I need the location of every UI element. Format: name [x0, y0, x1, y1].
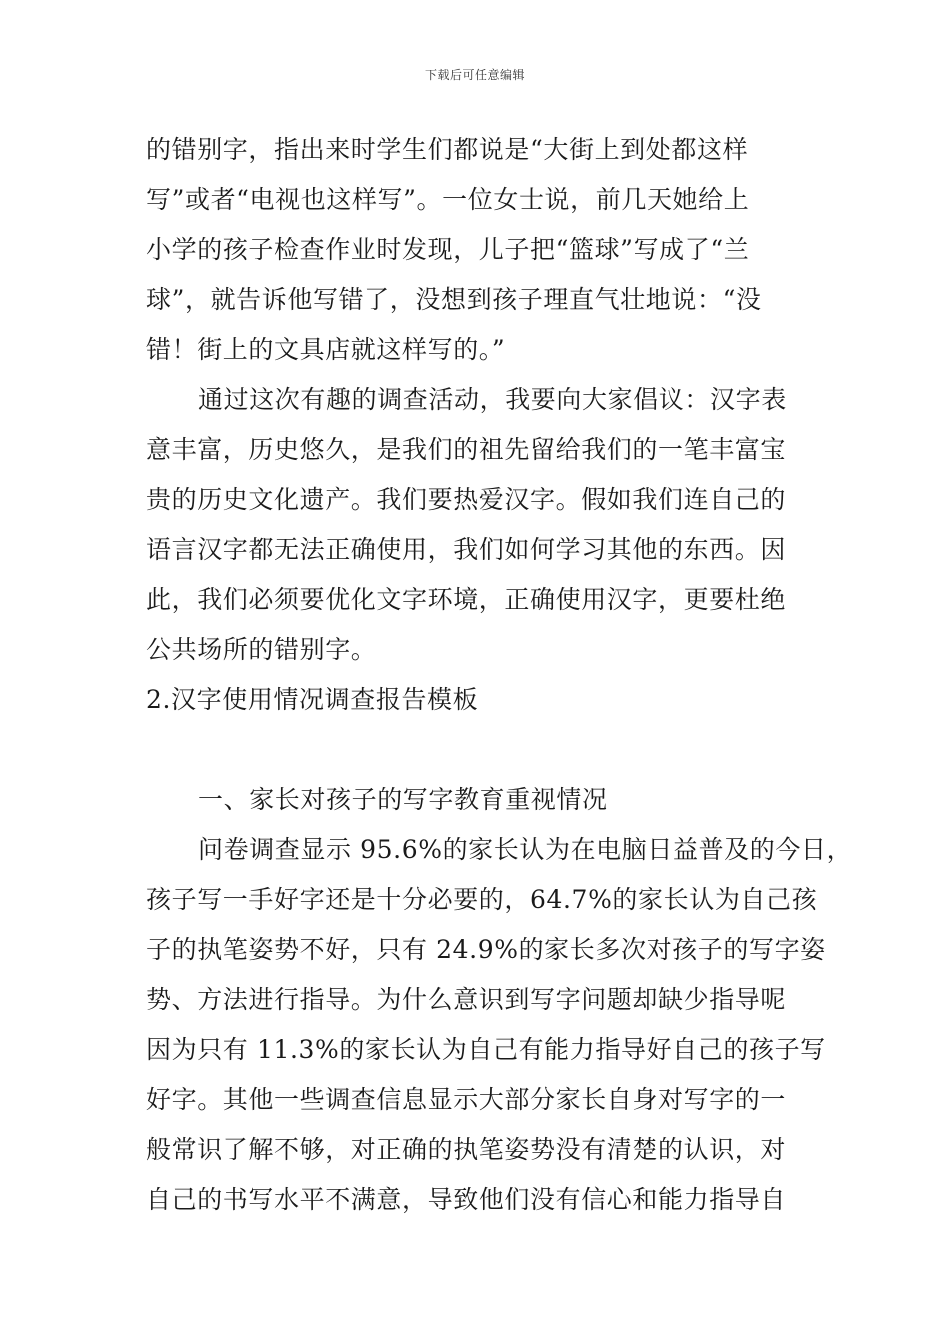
- paragraph-survey: [146, 825, 853, 1225]
- header-note: 下载后可任意编辑: [424, 68, 525, 82]
- text-line: 问卷调查显示 95.6%的家长认为在电脑日益普及的今日，: [198, 835, 853, 864]
- text-line: 此，我们必须要优化文字环境，正确使用汉字，更要杜绝: [146, 585, 787, 614]
- text-line: 因为只有 11.3%的家长认为自己有能力指导好自己的孩子写: [146, 1035, 826, 1064]
- text-line: 球”，就告诉他写错了，没想到孩子理直气壮地说：“没: [146, 285, 762, 314]
- text-line: 贵的历史文化遗产。我们要热爱汉字。假如我们连自己的: [146, 485, 787, 514]
- section-title-text: 2.汉字使用情况调查报告模板: [146, 685, 479, 714]
- text-line: 的错别字，指出来时学生们都说是“大街上到处都这样: [146, 135, 749, 164]
- subsection-title: [146, 775, 811, 825]
- text-line: 般常识了解不够，对正确的执笔姿势没有清楚的认识，对: [146, 1135, 787, 1164]
- paragraph-continuation: [146, 125, 811, 375]
- text-line: 语言汉字都无法正确使用，我们如何学习其他的东西。因: [146, 535, 787, 564]
- text-line: 写”或者“电视也这样写”。一位女士说，前几天她给上: [146, 185, 750, 214]
- paragraph-proposal: [146, 375, 811, 675]
- subsection-title-text: 一、家长对孩子的写字教育重视情况: [198, 785, 608, 814]
- text-line: 孩子写一手好字还是十分必要的，64.7%的家长认为自己孩: [146, 885, 818, 914]
- text-line: 通过这次有趣的调查活动，我要向大家倡议：汉字表: [198, 385, 787, 414]
- text-line: 公共场所的错别字。: [146, 635, 377, 664]
- text-line: 子的执笔姿势不好，只有 24.9%的家长多次对孩子的写字姿: [146, 935, 826, 964]
- text-line: 自己的书写水平不满意，导致他们没有信心和能力指导自: [146, 1185, 787, 1214]
- section-title: [146, 675, 811, 725]
- text-line: 好字。其他一些调查信息显示大部分家长自身对写字的一: [146, 1085, 787, 1114]
- text-line: 势、方法进行指导。为什么意识到写字问题却缺少指导呢: [146, 985, 787, 1014]
- text-line: 错！街上的文具店就这样写的。”: [146, 335, 506, 364]
- text-line: 意丰富，历史悠久，是我们的祖先留给我们的一笔丰富宝: [146, 435, 787, 464]
- text-line: 小学的孩子检查作业时发现，儿子把“篮球”写成了“兰: [146, 235, 750, 264]
